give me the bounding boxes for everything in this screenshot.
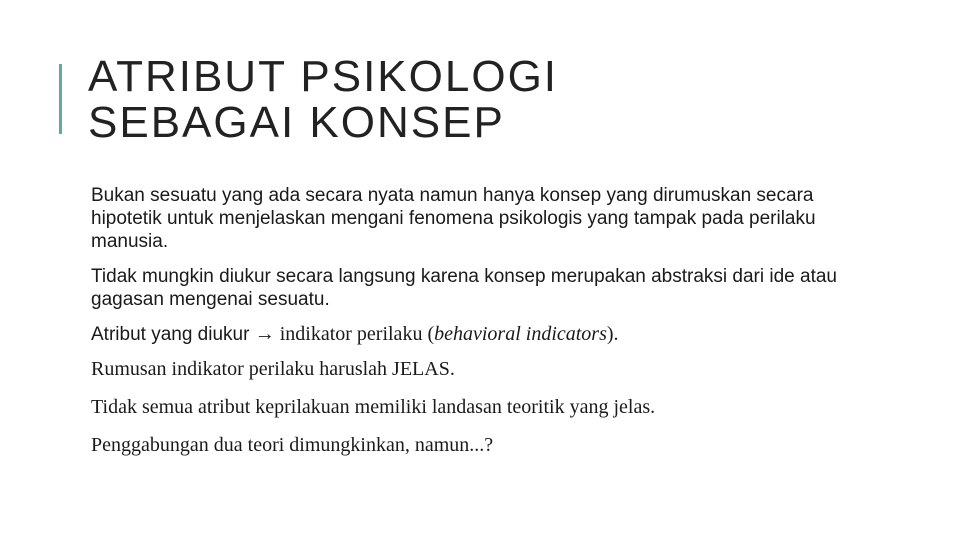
paragraph-behavioral-indicators-end: ). <box>606 323 619 345</box>
slide-title <box>88 54 558 146</box>
title-line-1: ATRIBUT PSIKOLOGI <box>88 52 559 101</box>
paragraph-not-directly-measurable: Tidak mungkin diukur secara langsung karena konsep merupakan abstraksi dari ide atau gagasan mengenai sesuatu. <box>91 266 838 310</box>
paragraph-theoretical-basis: Tidak semua atribut keprilakuan memiliki landasan teoritik yang jelas. <box>91 396 656 418</box>
paragraph-concept-definition: Bukan sesuatu yang ada secara nyata namun hanya konsep yang dirumuskan secara hipotetik untuk menjelaskan mengani fenomena psikologis yang tampak pada perilaku manusia. <box>91 185 816 252</box>
paragraph-theory-combination: Penggabungan dua teori dimungkinkan, namun...? <box>91 434 494 456</box>
title-line-2: SEBAGAI KONSEP <box>88 98 505 147</box>
paragraph-behavioral-indicators <box>91 323 851 346</box>
paragraph-indicator-clarity: Rumusan indikator perilaku haruslah JELAS. <box>91 358 455 380</box>
title-accent-bar <box>59 64 62 134</box>
slide-body <box>91 184 851 472</box>
paragraph-behavioral-indicators-term: behavioral indicators <box>434 323 607 345</box>
paragraph-behavioral-indicators-lead: Atribut yang diukur <box>91 324 255 345</box>
paragraph-behavioral-indicators-arrow: → indikator perilaku ( <box>254 323 435 345</box>
